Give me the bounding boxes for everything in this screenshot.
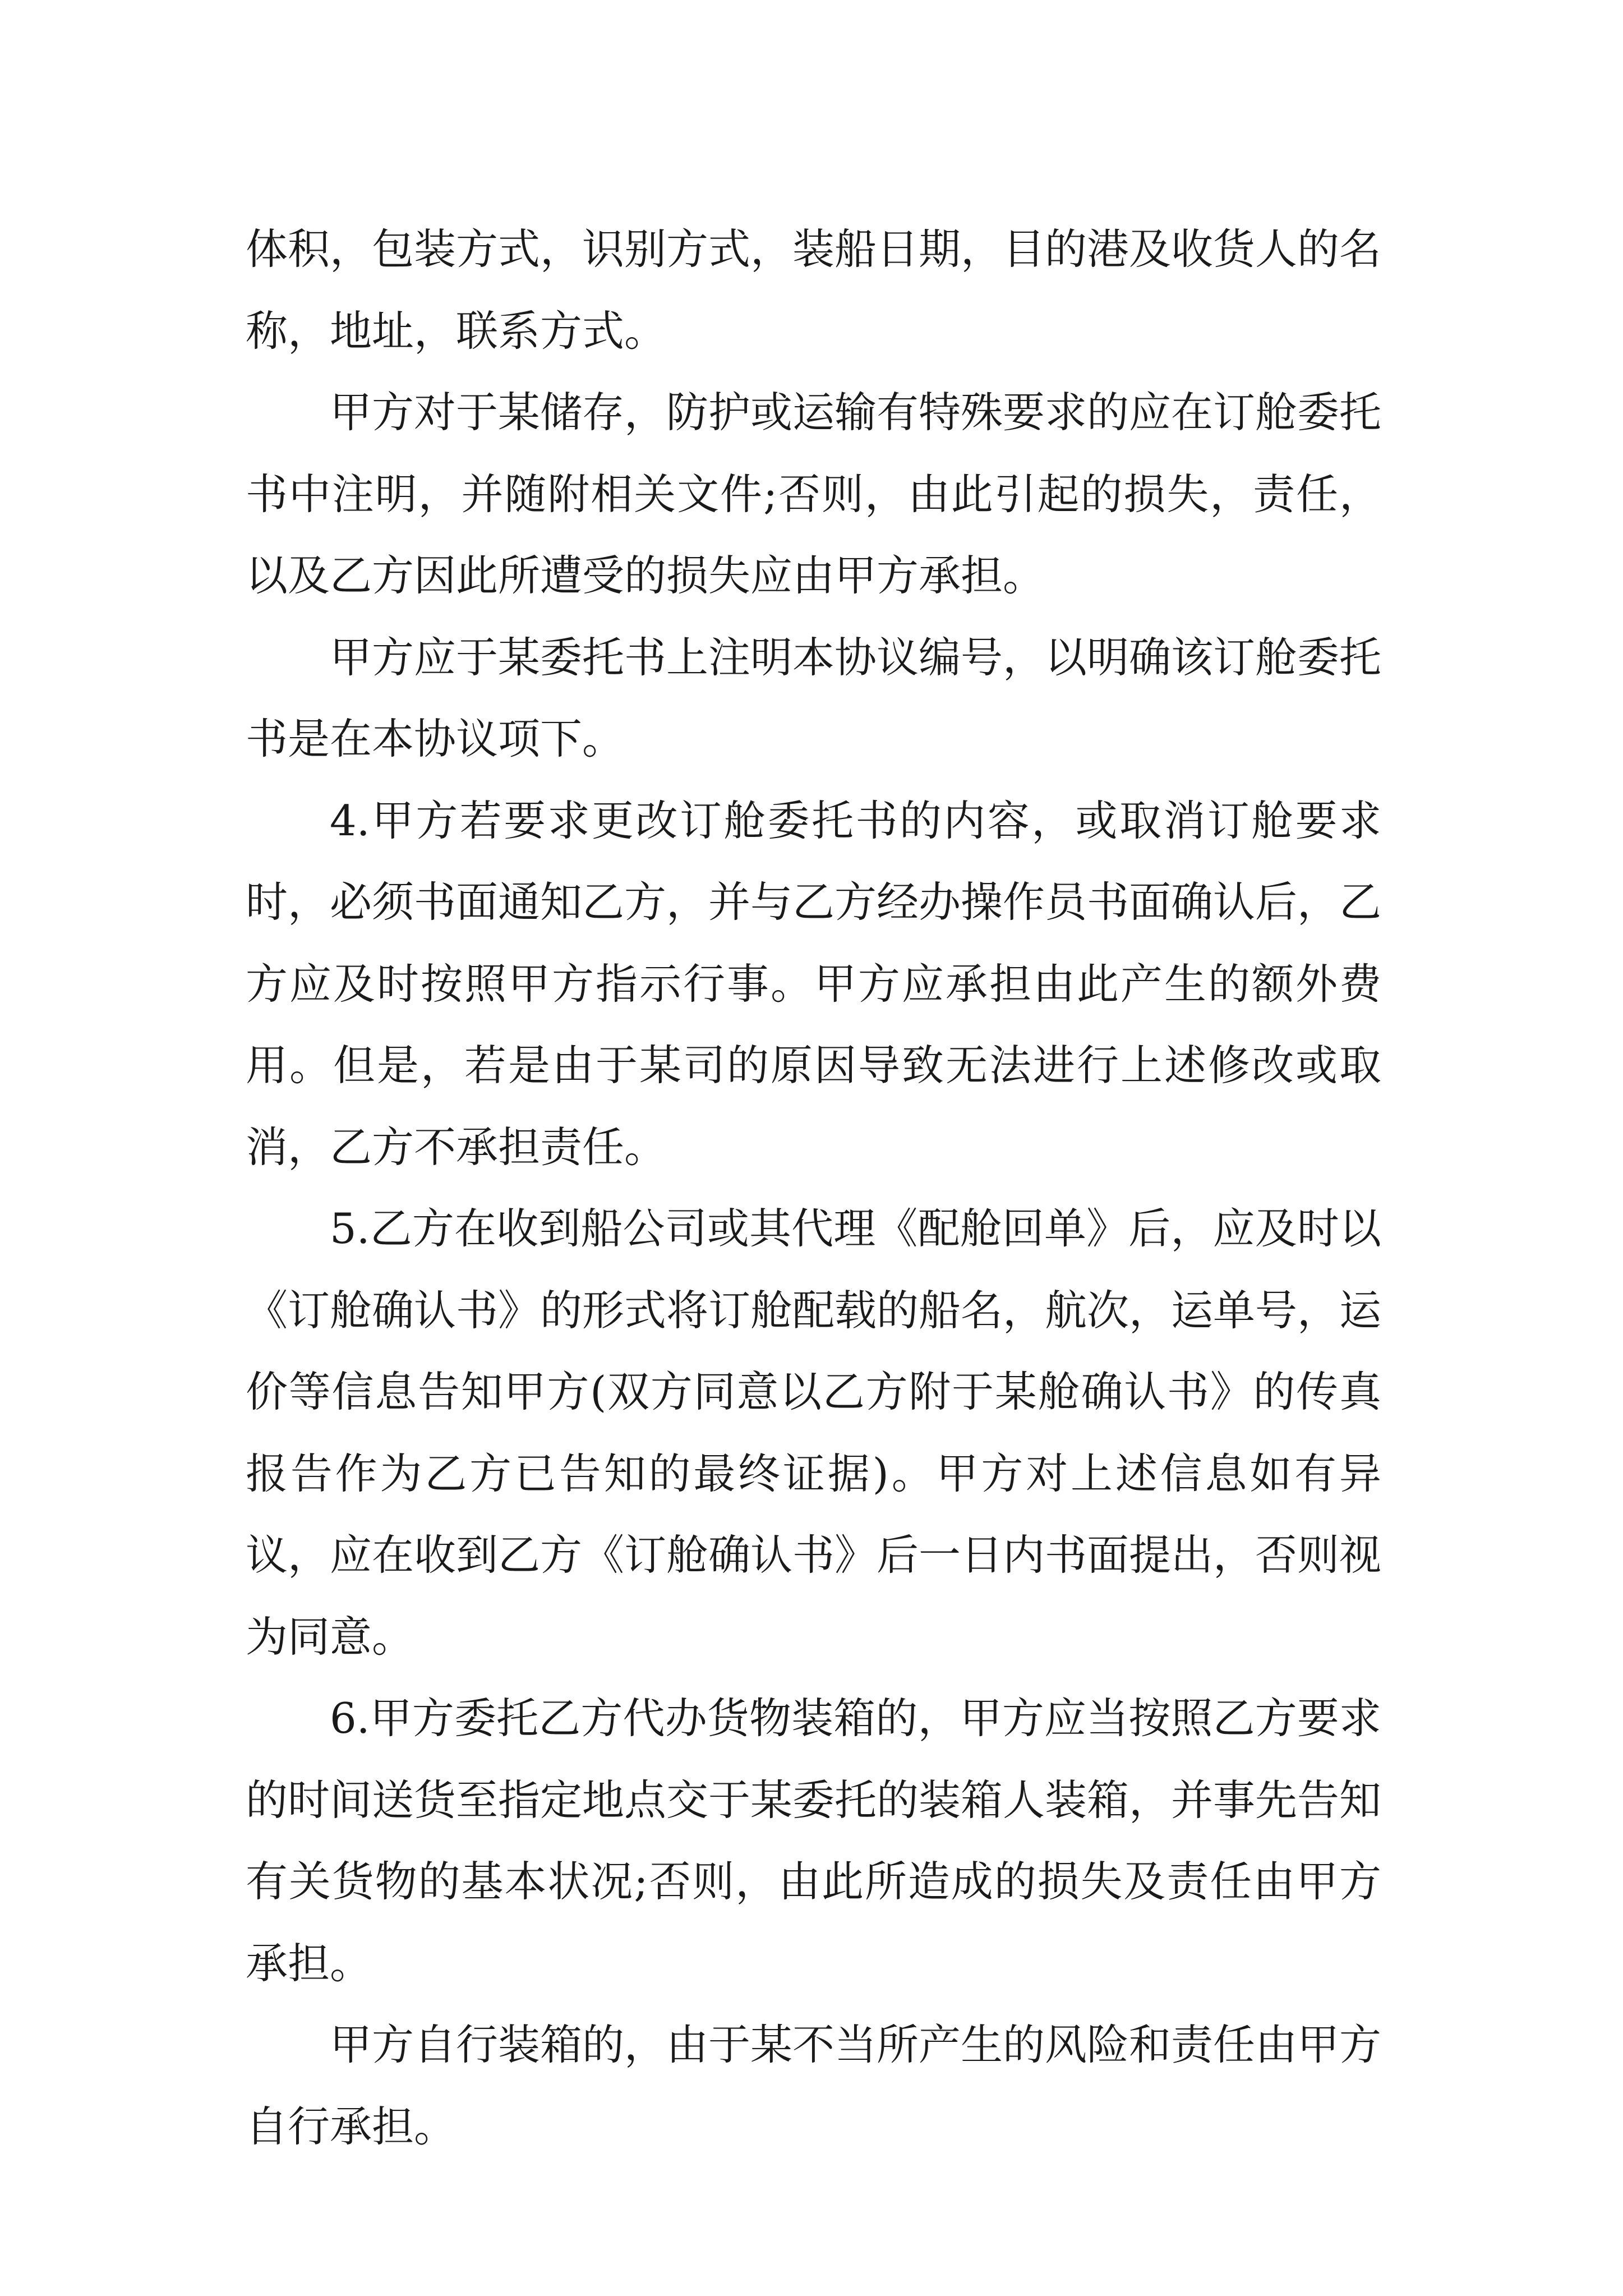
paragraph-4: 4.甲方若要求更改订舱委托书的内容，或取消订舱要求时，必须书面通知乙方，并与乙方经办操作员书面确认后，乙方应及时按照甲方指示行事。甲方应承担由此产生的额外费用。但是，若是由于某司的原因导致无法进行上述修改或取消，乙方不承担责任。 (246, 795, 1382, 1172)
document-body (246, 209, 1381, 2168)
paragraph-2: 甲方对于某储存，防护或运输有特殊要求的应在订舱委托书中注明，并随附相关文件;否则，由此引起的损失，责任，以及乙方因此所遭受的损失应由甲方承担。 (246, 388, 1382, 600)
paragraph-1: 体积，包装方式，识别方式，装船日期，目的港及收货人的名称，地址，联系方式。 (246, 224, 1382, 356)
paragraph-3: 甲方应于某委托书上注明本协议编号，以明确该订舱委托书是在本协议项下。 (246, 632, 1382, 763)
paragraph-5: 5.乙方在收到船公司或其代理《配舱回单》后，应及时以《订舱确认书》的形式将订舱配载的船名，航次，运单号，运价等信息告知甲方(双方同意以乙方附于某舱确认书》的传真报告作为乙方已告知的最终证据)。甲方对上述信息如有异议，应在收到乙方《订舱确认书》后一日内书面提出，否则视为同意。 (246, 1204, 1382, 1662)
paragraph-7: 甲方自行装箱的，由于某不当所产生的风险和责任由甲方自行承担。 (246, 2020, 1382, 2151)
paragraph-6: 6.甲方委托乙方代办货物装箱的，甲方应当按照乙方要求的时间送货至指定地点交于某委托的装箱人装箱，并事先告知有关货物的基本状况;否则，由此所造成的损失及责任由甲方承担。 (246, 1694, 1382, 1988)
